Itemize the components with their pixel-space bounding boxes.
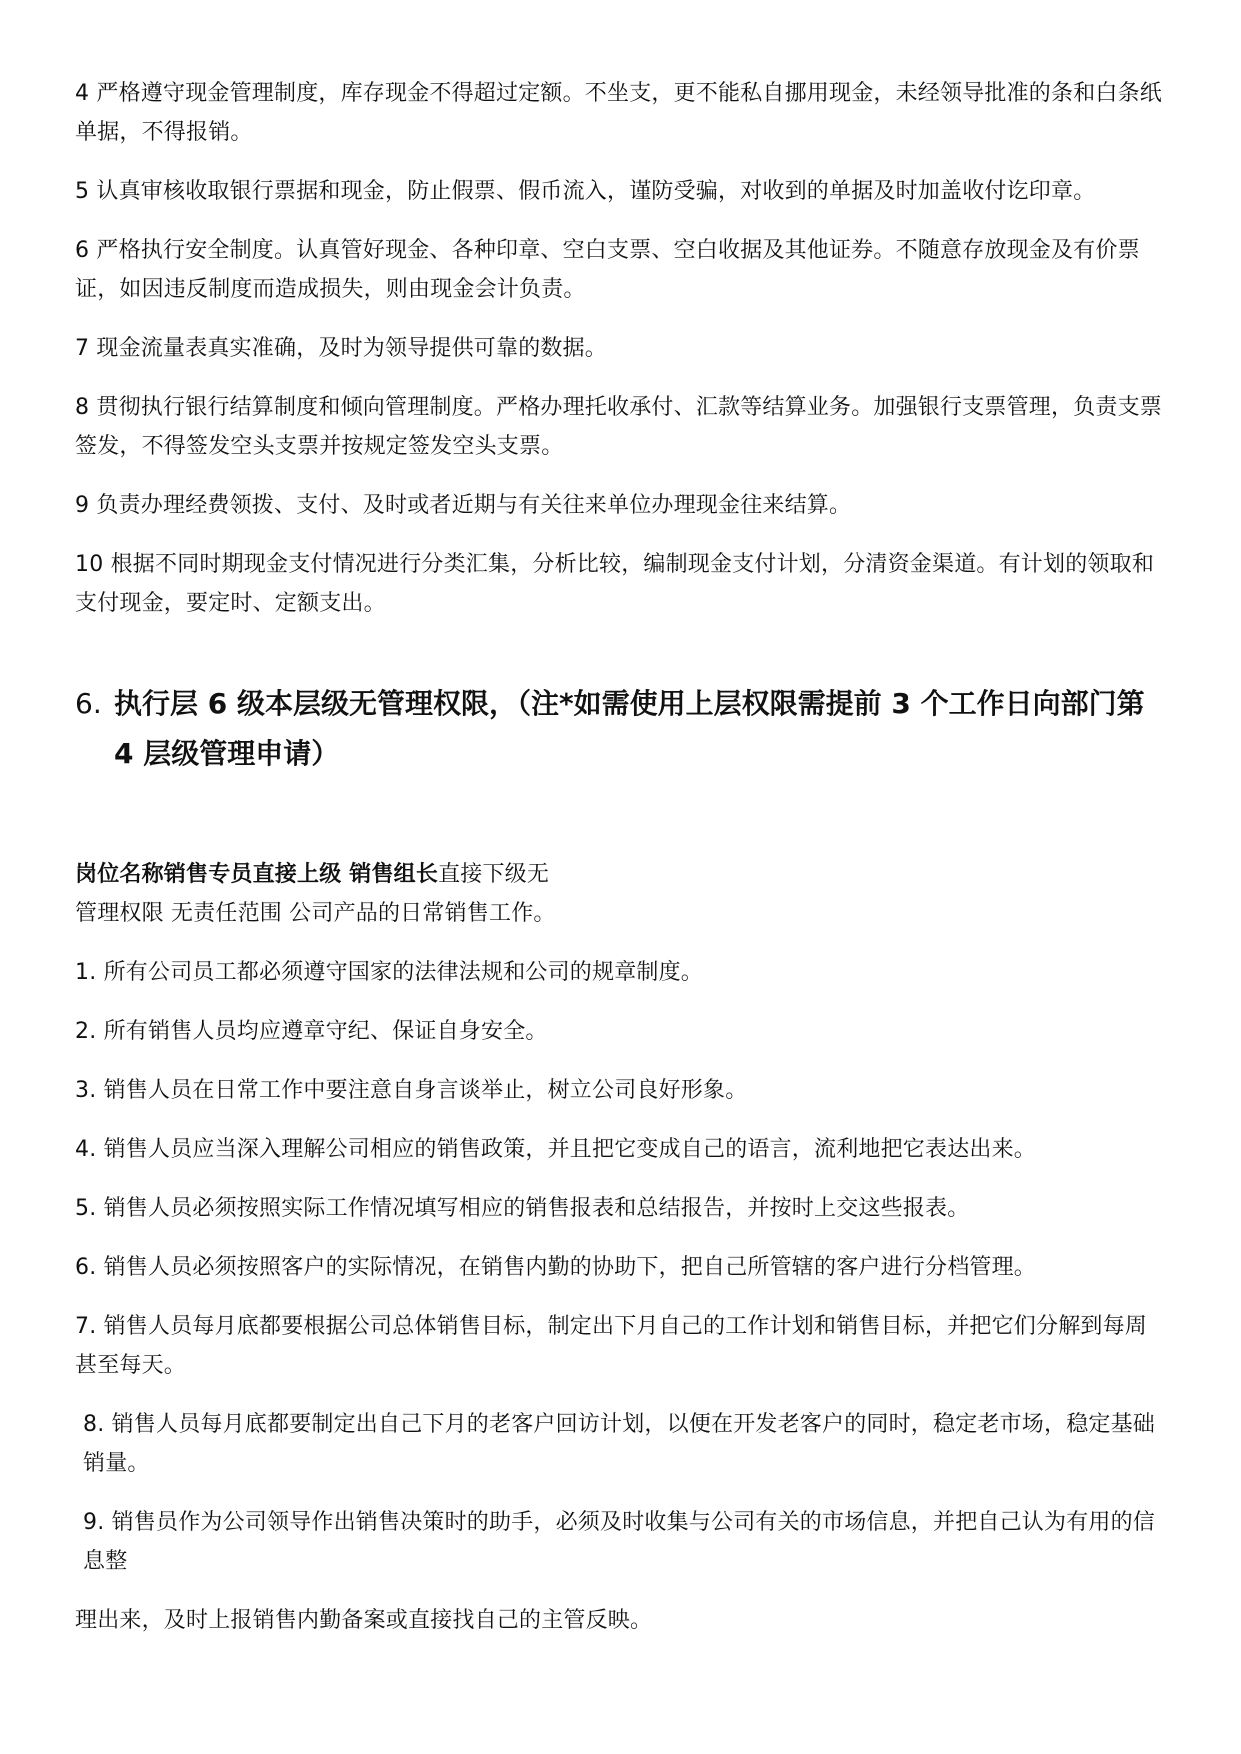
item-7: 7 现金流量表真实准确，及时为领导提供可靠的数据。 <box>75 336 608 361</box>
duty-5: 5. 销售人员必须按照实际工作情况填写相应的销售报表和总结报告，并按时上交这些报表。 <box>75 1196 970 1221</box>
section-heading <box>75 679 1169 779</box>
duty-3: 3. 销售人员在日常工作中要注意自身言谈举止，树立公司良好形象。 <box>75 1078 748 1103</box>
section-title: 执行层 6 级本层级无管理权限，（注*如需使用上层权限需提前 3 个工作日向部门第 4 层级管理申请） <box>114 687 1145 770</box>
duty-9-continuation: 理出来，及时上报销售内勤备案或直接找自己的主管反映。 <box>75 1608 653 1633</box>
duty-2: 2. 所有销售人员均应遵章守纪、保证自身安全。 <box>75 1019 548 1044</box>
post-line-1: 岗位名称销售专员直接上级 销售组长直接下级无 <box>75 862 550 887</box>
section-number: 6. <box>75 687 102 720</box>
item-8: 8 贯彻执行银行结算制度和倾向管理制度。严格办理托收承付、汇款等结算业务。加强银行支票管理，负责支票签发，不得签发空头支票并按规定签发空头支票。 <box>75 395 1163 459</box>
duty-9: 9. 销售员作为公司领导作出销售决策时的助手，必须及时收集与公司有关的市场信息，并把自己认为有用的信息整 <box>83 1510 1155 1574</box>
duty-1: 1. 所有公司员工都必须遵守国家的法律法规和公司的规章制度。 <box>75 960 703 985</box>
duty-7: 7. 销售人员每月底都要根据公司总体销售目标，制定出下月自己的工作计划和销售目标，并把它们分解到每周甚至每天。 <box>75 1314 1147 1378</box>
duty-8: 8. 销售人员每月底都要制定出自己下月的老客户回访计划，以便在开发老客户的同时，稳定老市场，稳定基础销量。 <box>83 1412 1155 1476</box>
item-4: 4 严格遵守现金管理制度，库存现金不得超过定额。不坐支，更不能私自挪用现金，未经领导批准的条和白条纸单据，不得报销。 <box>75 81 1163 145</box>
post-line-2: 管理权限 无责任范围 公司产品的日常销售工作。 <box>75 901 556 926</box>
item-9: 9 负责办理经费领拨、支付、及时或者近期与有关往来单位办理现金往来结算。 <box>75 493 852 518</box>
item-5: 5 认真审核收取银行票据和现金，防止假票、假币流入，谨防受骗，对收到的单据及时加盖收付讫印章。 <box>75 179 1096 204</box>
item-10: 10 根据不同时期现金支付情况进行分类汇集，分析比较，编制现金支付计划，分清资金渠道。有计划的领取和支付现金，要定时、定额支出。 <box>75 552 1155 616</box>
duty-4: 4. 销售人员应当深入理解公司相应的销售政策，并且把它变成自己的语言，流利地把它表达出来。 <box>75 1137 1036 1162</box>
item-6: 6 严格执行安全制度。认真管好现金、各种印章、空白支票、空白收据及其他证券。不随意存放现金及有价票证，如因违反制度而造成损失，则由现金会计负责。 <box>75 238 1140 302</box>
duty-6: 6. 销售人员必须按照客户的实际情况，在销售内勤的协助下，把自己所管辖的客户进行分档管理。 <box>75 1255 1036 1280</box>
